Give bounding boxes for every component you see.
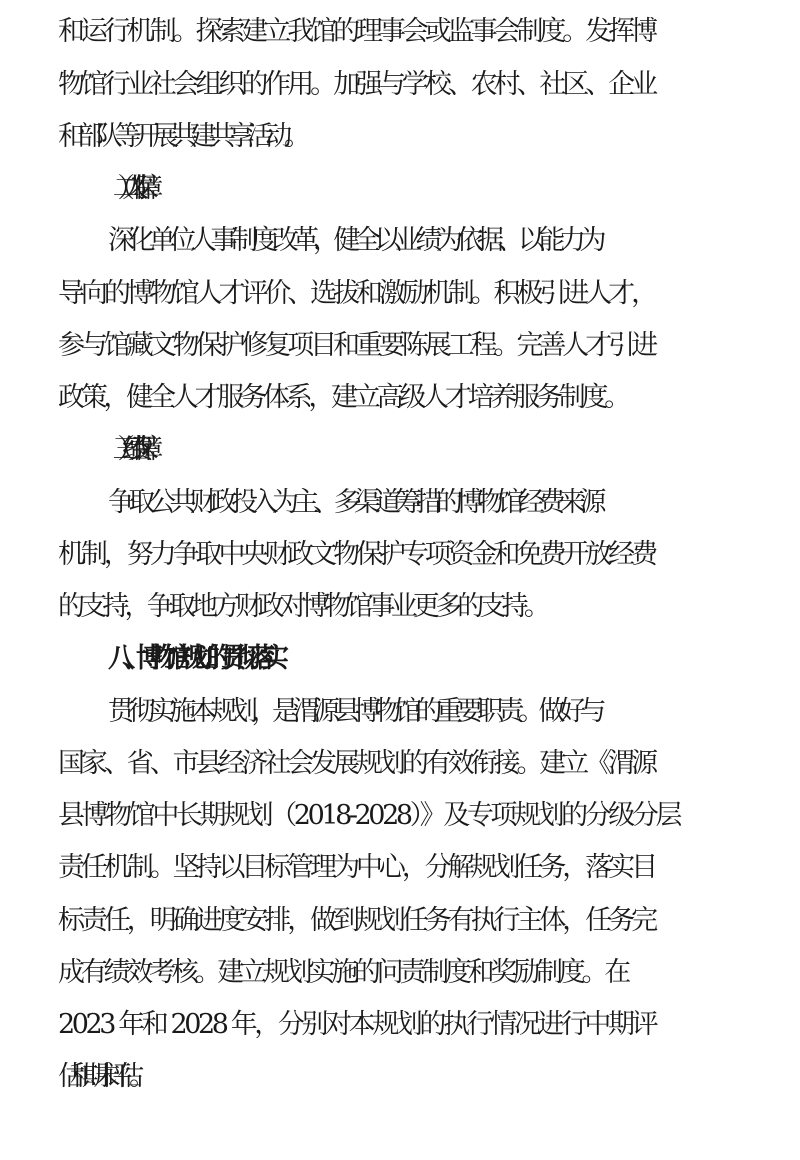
body-line-12: 的支持，争取地方财政对博物馆事业更多的支持。 bbox=[58, 591, 546, 622]
chapter-heading-implementation: 八、博物馆规划的贯彻落实 bbox=[108, 643, 276, 674]
section-heading-funding: （三）经费保障 bbox=[108, 434, 141, 465]
body-line-5: 深化单位人事制度改革，健全以业绩为依据、以能力为 bbox=[108, 225, 600, 256]
body-line-14: 贯彻实施本规划，是渭源县博物馆的重要职责。做好与 bbox=[108, 696, 600, 727]
body-line-11: 机制，努力争取中央财政文物保护专项资金和免费开放经费 bbox=[58, 539, 654, 570]
body-line-2: 物馆行业社会组织的作用。加强与学校、农村、社区、企业 bbox=[58, 69, 654, 100]
body-line-7: 参与馆藏文物保护修复项目和重要陈展工程。完善人才引进 bbox=[58, 330, 654, 361]
body-line-8: 政策，健全人才服务体系，建立高级人才培养服务制度。 bbox=[58, 382, 627, 413]
body-line-15: 国家、省、市县经济社会发展规划的有效衔接。建立《渭源 bbox=[58, 748, 654, 779]
body-line-6: 导向的博物馆人才评价、选拔和激励机制。积极引进人才， bbox=[58, 278, 654, 309]
body-line-10: 争取公共财政投入为主、多渠道筹措的博物馆经费来源 bbox=[108, 487, 600, 518]
body-line-19: 成有绩效考核。建立规划实施的问责制度和奖励制度。在 bbox=[58, 957, 627, 988]
body-line-18: 标责任，明确进度安排，做到规划任务有执行主体，任务完 bbox=[58, 905, 654, 936]
body-line-16: 县博物馆中长期规划（2018-2028）》及专项规划的分级分层 bbox=[58, 800, 680, 831]
body-line-17: 责任机制。坚持以目标管理为中心，分解规划任务，落实目 bbox=[58, 852, 654, 883]
body-line-1: 和运行机制。探索建立我馆的理事会或监事会制度。发挥博 bbox=[58, 16, 654, 47]
body-line-3: 和部队等开展共建共享活动。 bbox=[58, 121, 303, 152]
section-heading-talent: （二）人才保障 bbox=[108, 173, 141, 204]
body-line-21: 估和期末评估。 bbox=[58, 1061, 141, 1092]
body-line-20: 2023 年和 2028 年，分别对本规划的执行情况进行中期评 bbox=[58, 1009, 656, 1040]
